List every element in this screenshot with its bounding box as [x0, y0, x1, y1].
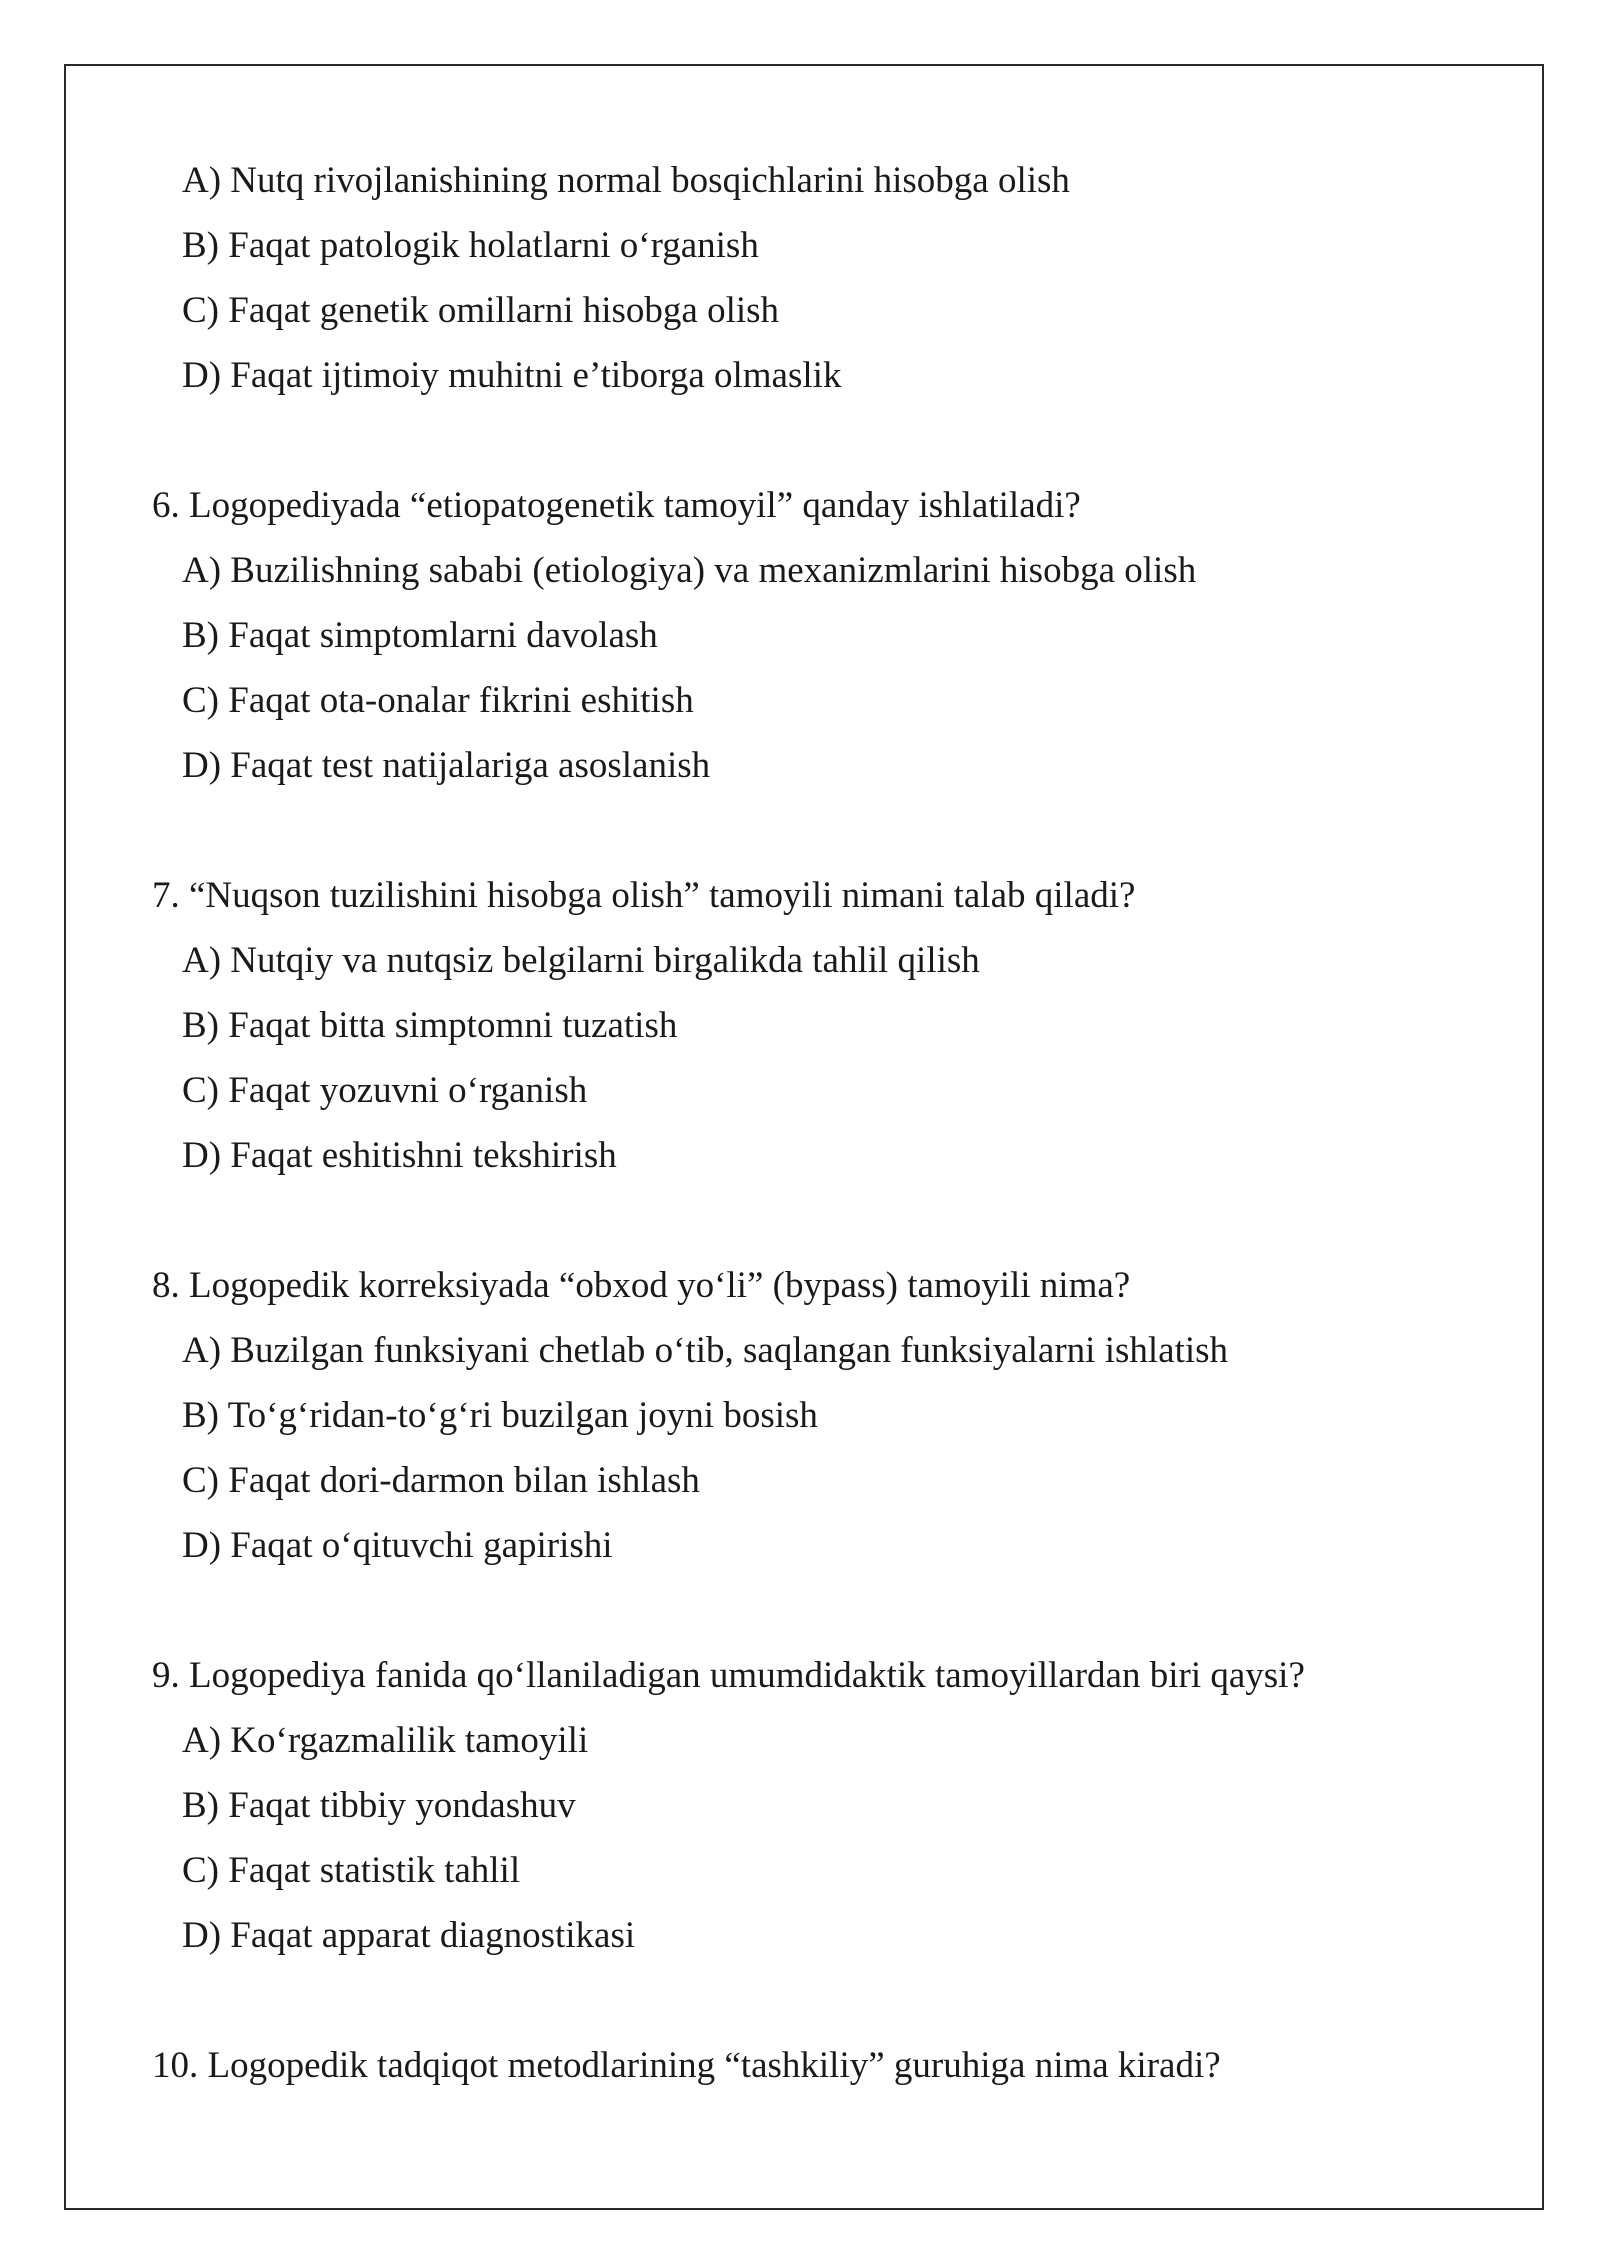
option-c: C) Faqat statistik tahlil — [182, 1850, 521, 1891]
option-d: D) Faqat o‘qituvchi gapirishi — [182, 1525, 613, 1566]
option-c: C) Faqat genetik omillarni hisobga olish — [182, 290, 780, 331]
option-d: D) Faqat ijtimoiy muhitni e’tiborga olmaslik — [182, 355, 842, 396]
option-d: D) Faqat eshitishni tekshirish — [182, 1135, 617, 1176]
question-block-5 — [152, 148, 1492, 408]
option-d: D) Faqat apparat diagnostikasi — [182, 1915, 636, 1956]
option-a: A) Ko‘rgazmalilik tamoyili — [182, 1720, 589, 1761]
document-body — [152, 148, 1492, 2163]
option-c: C) Faqat ota-onalar fikrini eshitish — [182, 680, 694, 721]
question-text: 9. Logopediya fanida qo‘llaniladigan umumdidaktik tamoyillardan biri qaysi? — [152, 1655, 1305, 1696]
option-b: B) Faqat bitta simptomni tuzatish — [182, 1005, 678, 1046]
question-text: 6. Logopediyada “etiopatogenetik tamoyil” qanday ishlatiladi? — [152, 485, 1081, 526]
option-a: A) Nutqiy va nutqsiz belgilarni birgalikda tahlil qilish — [182, 940, 980, 981]
question-block-7 — [152, 863, 1492, 1188]
question-text: 7. “Nuqson tuzilishini hisobga olish” tamoyili nimani talab qiladi? — [152, 875, 1136, 916]
option-b: B) To‘g‘ridan-to‘g‘ri buzilgan joyni bosish — [182, 1395, 818, 1436]
option-a: A) Nutq rivojlanishining normal bosqichlarini hisobga olish — [182, 160, 1070, 201]
option-c: C) Faqat yozuvni o‘rganish — [182, 1070, 588, 1111]
option-b: B) Faqat simptomlarni davolash — [182, 615, 658, 656]
option-b: B) Faqat patologik holatlarni o‘rganish — [182, 225, 759, 266]
option-b: B) Faqat tibbiy yondashuv — [182, 1785, 576, 1826]
question-block-10 — [152, 2033, 1492, 2098]
option-a: A) Buzilishning sababi (etiologiya) va mexanizmlarini hisobga olish — [182, 550, 1197, 591]
question-text: 8. Logopedik korreksiyada “obxod yo‘li” (bypass) tamoyili nima? — [152, 1265, 1131, 1306]
question-text: 10. Logopedik tadqiqot metodlarining “tashkiliy” guruhiga nima kiradi? — [152, 2045, 1221, 2086]
option-a: A) Buzilgan funksiyani chetlab o‘tib, saqlangan funksiyalarni ishlatish — [182, 1330, 1229, 1371]
option-c: C) Faqat dori-darmon bilan ishlash — [182, 1460, 700, 1501]
question-block-8 — [152, 1253, 1492, 1578]
question-block-9 — [152, 1643, 1492, 1968]
question-block-6 — [152, 473, 1492, 798]
option-d: D) Faqat test natijalariga asoslanish — [182, 745, 711, 786]
